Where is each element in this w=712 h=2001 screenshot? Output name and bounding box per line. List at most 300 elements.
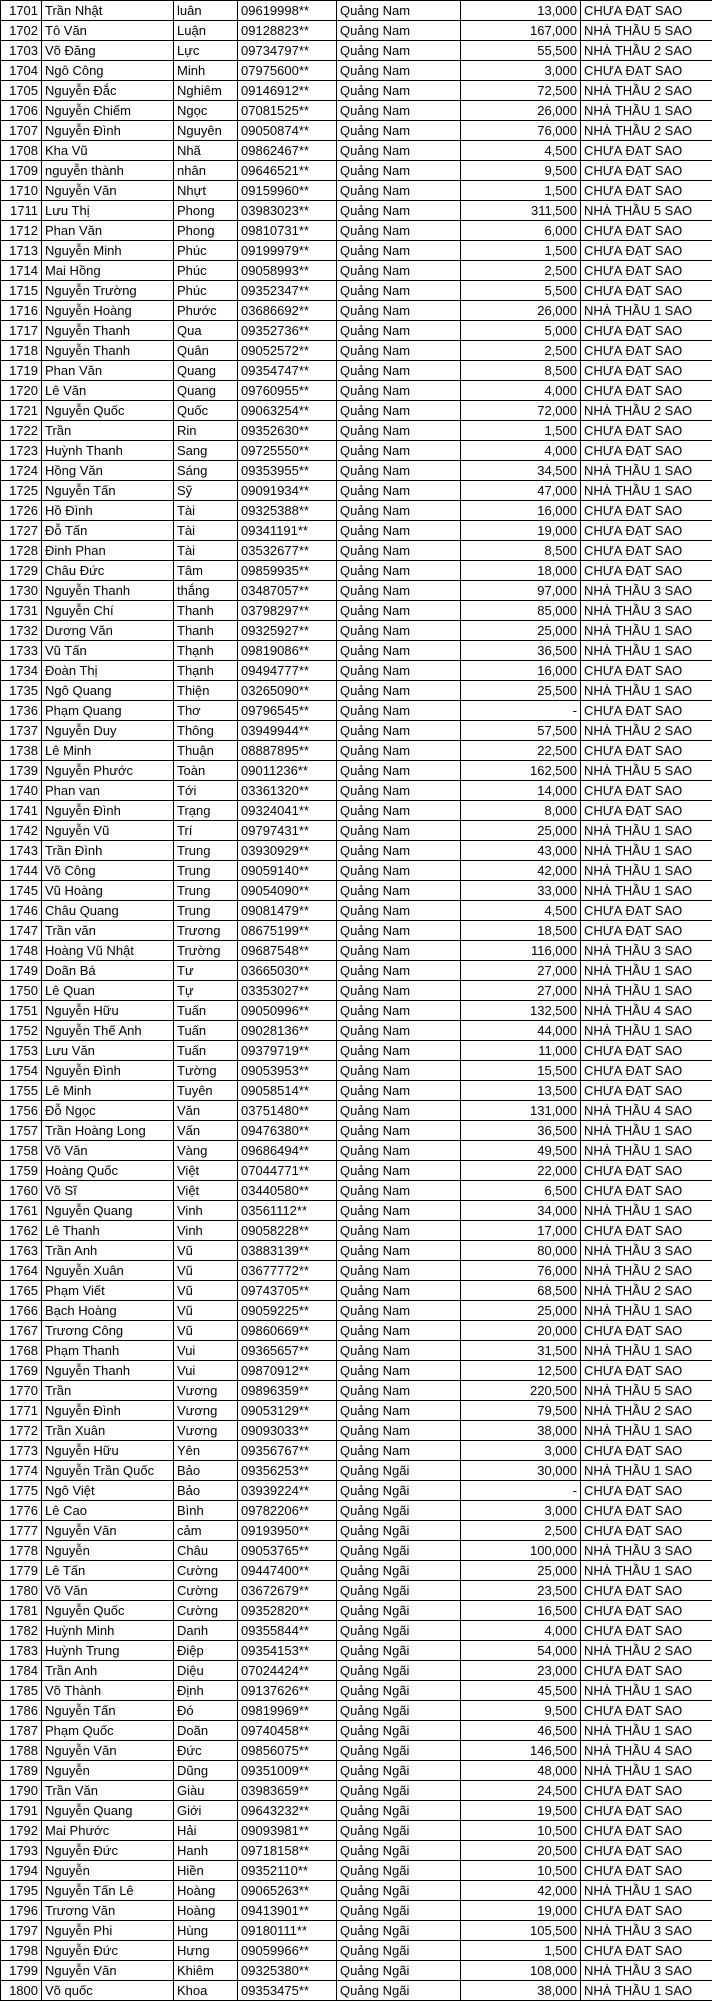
table-row bbox=[1, 1461, 712, 1481]
given-name-cell: Tuấn bbox=[174, 1021, 238, 1041]
table-row bbox=[1, 721, 712, 741]
table-row bbox=[1, 181, 712, 201]
phone-cell: 09050874** bbox=[238, 121, 337, 141]
surname-cell: Hồ Đình bbox=[42, 501, 174, 521]
province-cell: Quảng Nam bbox=[337, 1141, 461, 1161]
rank-cell: NHÀ THẦU 4 SAO bbox=[581, 1101, 712, 1121]
province-cell: Quảng Nam bbox=[337, 861, 461, 881]
surname-cell: Trần Anh bbox=[42, 1241, 174, 1261]
amount-cell: 20,000 bbox=[461, 1321, 581, 1341]
amount-cell: 36,500 bbox=[461, 641, 581, 661]
amount-cell: 43,000 bbox=[461, 841, 581, 861]
phone-cell: 09379719** bbox=[238, 1041, 337, 1061]
amount-cell: 38,000 bbox=[461, 1421, 581, 1441]
row-number: 1738 bbox=[1, 741, 42, 761]
province-cell: Quảng Ngãi bbox=[337, 1761, 461, 1781]
table-row bbox=[1, 861, 712, 881]
phone-cell: 09353955** bbox=[238, 461, 337, 481]
given-name-cell: Quốc bbox=[174, 401, 238, 421]
phone-cell: 09052572** bbox=[238, 341, 337, 361]
surname-cell: Hồng Văn bbox=[42, 461, 174, 481]
rank-cell: CHƯA ĐẠT SAO bbox=[581, 1861, 712, 1881]
given-name-cell: Phúc bbox=[174, 261, 238, 281]
amount-cell: 15,500 bbox=[461, 1061, 581, 1081]
province-cell: Quảng Nam bbox=[337, 941, 461, 961]
row-number: 1798 bbox=[1, 1941, 42, 1961]
surname-cell: Nguyễn Thế Anh bbox=[42, 1021, 174, 1041]
province-cell: Quảng Nam bbox=[337, 341, 461, 361]
rank-cell: NHÀ THẦU 2 SAO bbox=[581, 81, 712, 101]
table-row bbox=[1, 941, 712, 961]
phone-cell: 09760955** bbox=[238, 381, 337, 401]
surname-cell: Nguyễn Duy bbox=[42, 721, 174, 741]
phone-cell: 09354153** bbox=[238, 1641, 337, 1661]
rank-cell: CHƯA ĐẠT SAO bbox=[581, 381, 712, 401]
given-name-cell: Lực bbox=[174, 41, 238, 61]
row-number: 1742 bbox=[1, 821, 42, 841]
province-cell: Quảng Ngãi bbox=[337, 1721, 461, 1741]
row-number: 1729 bbox=[1, 561, 42, 581]
surname-cell: Nguyễn Tấn Lê bbox=[42, 1881, 174, 1901]
province-cell: Quảng Nam bbox=[337, 1341, 461, 1361]
given-name-cell: Thạnh bbox=[174, 661, 238, 681]
row-number: 1733 bbox=[1, 641, 42, 661]
given-name-cell: Luận bbox=[174, 21, 238, 41]
surname-cell: Hoàng Quốc bbox=[42, 1161, 174, 1181]
phone-cell: 09447400** bbox=[238, 1561, 337, 1581]
province-cell: Quảng Nam bbox=[337, 1241, 461, 1261]
phone-cell: 09356253** bbox=[238, 1461, 337, 1481]
amount-cell: 5,000 bbox=[461, 321, 581, 341]
given-name-cell: Cường bbox=[174, 1561, 238, 1581]
table-row bbox=[1, 921, 712, 941]
phone-cell: 09059225** bbox=[238, 1301, 337, 1321]
rank-cell: CHƯA ĐẠT SAO bbox=[581, 1081, 712, 1101]
surname-cell: Nguyễn Văn bbox=[42, 1741, 174, 1761]
amount-cell: 8,500 bbox=[461, 361, 581, 381]
table-row bbox=[1, 1741, 712, 1761]
row-number: 1728 bbox=[1, 541, 42, 561]
row-number: 1763 bbox=[1, 1241, 42, 1261]
row-number: 1708 bbox=[1, 141, 42, 161]
surname-cell: Tô Văn bbox=[42, 21, 174, 41]
given-name-cell: Hoàng bbox=[174, 1901, 238, 1921]
given-name-cell: Vàng bbox=[174, 1141, 238, 1161]
table-row bbox=[1, 1141, 712, 1161]
amount-cell: 24,500 bbox=[461, 1781, 581, 1801]
given-name-cell: Trường bbox=[174, 941, 238, 961]
phone-cell: 09782206** bbox=[238, 1501, 337, 1521]
amount-cell: 19,500 bbox=[461, 1801, 581, 1821]
table-row bbox=[1, 1181, 712, 1201]
table-row bbox=[1, 1261, 712, 1281]
given-name-cell: Nhựt bbox=[174, 181, 238, 201]
rank-cell: NHÀ THẦU 1 SAO bbox=[581, 1721, 712, 1741]
surname-cell: Nguyễn bbox=[42, 1541, 174, 1561]
amount-cell: 26,000 bbox=[461, 101, 581, 121]
province-cell: Quảng Nam bbox=[337, 1161, 461, 1181]
row-number: 1775 bbox=[1, 1481, 42, 1501]
rank-cell: CHƯA ĐẠT SAO bbox=[581, 781, 712, 801]
phone-cell: 09819086** bbox=[238, 641, 337, 661]
given-name-cell: Sáng bbox=[174, 461, 238, 481]
amount-cell: 17,000 bbox=[461, 1221, 581, 1241]
surname-cell: Nguyễn Đình bbox=[42, 801, 174, 821]
row-number: 1761 bbox=[1, 1201, 42, 1221]
phone-cell: 03883139** bbox=[238, 1241, 337, 1261]
given-name-cell: luân bbox=[174, 1, 238, 21]
amount-cell: 3,000 bbox=[461, 1501, 581, 1521]
amount-cell: 146,500 bbox=[461, 1741, 581, 1761]
row-number: 1741 bbox=[1, 801, 42, 821]
table-row bbox=[1, 161, 712, 181]
table-row bbox=[1, 1921, 712, 1941]
row-number: 1715 bbox=[1, 281, 42, 301]
amount-cell: 68,500 bbox=[461, 1281, 581, 1301]
given-name-cell: Vinh bbox=[174, 1201, 238, 1221]
rank-cell: CHƯA ĐẠT SAO bbox=[581, 1821, 712, 1841]
table-row bbox=[1, 681, 712, 701]
rank-cell: CHƯA ĐẠT SAO bbox=[581, 181, 712, 201]
amount-cell: 132,500 bbox=[461, 1001, 581, 1021]
province-cell: Quảng Nam bbox=[337, 1, 461, 21]
province-cell: Quảng Ngãi bbox=[337, 1961, 461, 1981]
row-number: 1784 bbox=[1, 1661, 42, 1681]
surname-cell: Mai Hồng bbox=[42, 261, 174, 281]
given-name-cell: Tới bbox=[174, 781, 238, 801]
given-name-cell: Bảo bbox=[174, 1461, 238, 1481]
table-row bbox=[1, 1001, 712, 1021]
row-number: 1752 bbox=[1, 1021, 42, 1041]
province-cell: Quảng Nam bbox=[337, 1181, 461, 1201]
row-number: 1744 bbox=[1, 861, 42, 881]
rank-cell: NHÀ THẦU 5 SAO bbox=[581, 201, 712, 221]
phone-cell: 09028136** bbox=[238, 1021, 337, 1041]
amount-cell: 22,500 bbox=[461, 741, 581, 761]
given-name-cell: Đó bbox=[174, 1701, 238, 1721]
table-row bbox=[1, 201, 712, 221]
rank-cell: NHÀ THẦU 1 SAO bbox=[581, 1561, 712, 1581]
row-number: 1769 bbox=[1, 1361, 42, 1381]
amount-cell: 4,500 bbox=[461, 901, 581, 921]
table-row bbox=[1, 881, 712, 901]
rank-cell: CHƯA ĐẠT SAO bbox=[581, 521, 712, 541]
amount-cell: 108,000 bbox=[461, 1961, 581, 1981]
province-cell: Quảng Nam bbox=[337, 461, 461, 481]
surname-cell: Huỳnh Thanh bbox=[42, 441, 174, 461]
given-name-cell: Doãn bbox=[174, 1721, 238, 1741]
table-row bbox=[1, 1281, 712, 1301]
row-number: 1764 bbox=[1, 1261, 42, 1281]
surname-cell: Nguyễn Đức bbox=[42, 1841, 174, 1861]
province-cell: Quảng Nam bbox=[337, 1201, 461, 1221]
table-row bbox=[1, 381, 712, 401]
table-row bbox=[1, 361, 712, 381]
amount-cell: 100,000 bbox=[461, 1541, 581, 1561]
surname-cell: Nguyễn Thanh bbox=[42, 341, 174, 361]
table-row bbox=[1, 1341, 712, 1361]
row-number: 1748 bbox=[1, 941, 42, 961]
province-cell: Quảng Nam bbox=[337, 1221, 461, 1241]
rank-cell: NHÀ THẦU 3 SAO bbox=[581, 601, 712, 621]
table-row bbox=[1, 1221, 712, 1241]
table-row bbox=[1, 221, 712, 241]
province-cell: Quảng Nam bbox=[337, 1421, 461, 1441]
province-cell: Quảng Ngãi bbox=[337, 1621, 461, 1641]
row-number: 1795 bbox=[1, 1881, 42, 1901]
row-number: 1786 bbox=[1, 1701, 42, 1721]
rank-cell: CHƯA ĐẠT SAO bbox=[581, 1181, 712, 1201]
row-number: 1755 bbox=[1, 1081, 42, 1101]
phone-cell: 09351009** bbox=[238, 1761, 337, 1781]
rank-cell: NHÀ THẦU 3 SAO bbox=[581, 941, 712, 961]
province-cell: Quảng Nam bbox=[337, 961, 461, 981]
province-cell: Quảng Ngãi bbox=[337, 1541, 461, 1561]
table-row bbox=[1, 61, 712, 81]
surname-cell: Lưu Thị bbox=[42, 201, 174, 221]
table-row bbox=[1, 661, 712, 681]
surname-cell: Nguyễn Thanh bbox=[42, 321, 174, 341]
surname-cell: Nguyễn Chiếm bbox=[42, 101, 174, 121]
surname-cell: Trần Hoàng Long bbox=[42, 1121, 174, 1141]
surname-cell: Nguyễn Quốc bbox=[42, 401, 174, 421]
table-row bbox=[1, 801, 712, 821]
row-number: 1718 bbox=[1, 341, 42, 361]
table-row bbox=[1, 41, 712, 61]
row-number: 1759 bbox=[1, 1161, 42, 1181]
province-cell: Quảng Ngãi bbox=[337, 1481, 461, 1501]
surname-cell: Võ quốc bbox=[42, 1981, 174, 2001]
row-number: 1724 bbox=[1, 461, 42, 481]
rank-cell: CHƯA ĐẠT SAO bbox=[581, 241, 712, 261]
phone-cell: 09352630** bbox=[238, 421, 337, 441]
province-cell: Quảng Ngãi bbox=[337, 1561, 461, 1581]
table-row bbox=[1, 1321, 712, 1341]
surname-cell: Trần bbox=[42, 421, 174, 441]
table-row bbox=[1, 1421, 712, 1441]
table-row bbox=[1, 1981, 712, 2001]
row-number: 1768 bbox=[1, 1341, 42, 1361]
phone-cell: 09059140** bbox=[238, 861, 337, 881]
surname-cell: Lê Văn bbox=[42, 381, 174, 401]
rank-cell: CHƯA ĐẠT SAO bbox=[581, 161, 712, 181]
phone-cell: 09059966** bbox=[238, 1941, 337, 1961]
given-name-cell: Điệp bbox=[174, 1641, 238, 1661]
amount-cell: 72,000 bbox=[461, 401, 581, 421]
phone-cell: 09740458** bbox=[238, 1721, 337, 1741]
province-cell: Quảng Nam bbox=[337, 641, 461, 661]
row-number: 1758 bbox=[1, 1141, 42, 1161]
surname-cell: Phạm Thanh bbox=[42, 1341, 174, 1361]
surname-cell: Võ Văn bbox=[42, 1141, 174, 1161]
phone-cell: 08887895** bbox=[238, 741, 337, 761]
rank-cell: NHÀ THẦU 1 SAO bbox=[581, 1421, 712, 1441]
rank-cell: CHƯA ĐẠT SAO bbox=[581, 1521, 712, 1541]
amount-cell: 44,000 bbox=[461, 1021, 581, 1041]
phone-cell: 09646521** bbox=[238, 161, 337, 181]
table-row bbox=[1, 1201, 712, 1221]
row-number: 1753 bbox=[1, 1041, 42, 1061]
surname-cell: nguyễn thành bbox=[42, 161, 174, 181]
province-cell: Quảng Ngãi bbox=[337, 1601, 461, 1621]
table-row bbox=[1, 1641, 712, 1661]
table-row bbox=[1, 521, 712, 541]
amount-cell: 34,500 bbox=[461, 461, 581, 481]
rank-cell: NHÀ THẦU 1 SAO bbox=[581, 961, 712, 981]
phone-cell: 09896359** bbox=[238, 1381, 337, 1401]
province-cell: Quảng Ngãi bbox=[337, 1741, 461, 1761]
given-name-cell: Nguyên bbox=[174, 121, 238, 141]
province-cell: Quảng Nam bbox=[337, 661, 461, 681]
rank-cell: CHƯA ĐẠT SAO bbox=[581, 1621, 712, 1641]
amount-cell: 48,000 bbox=[461, 1761, 581, 1781]
phone-cell: 09356767** bbox=[238, 1441, 337, 1461]
table-row bbox=[1, 401, 712, 421]
surname-cell: Lưu Văn bbox=[42, 1041, 174, 1061]
rank-cell: CHƯA ĐẠT SAO bbox=[581, 1481, 712, 1501]
table-row bbox=[1, 1541, 712, 1561]
given-name-cell: Vương bbox=[174, 1381, 238, 1401]
phone-cell: 03561112** bbox=[238, 1201, 337, 1221]
row-number: 1777 bbox=[1, 1521, 42, 1541]
amount-cell: 49,500 bbox=[461, 1141, 581, 1161]
phone-cell: 09860669** bbox=[238, 1321, 337, 1341]
amount-cell: 2,500 bbox=[461, 261, 581, 281]
amount-cell: 4,500 bbox=[461, 141, 581, 161]
phone-cell: 09325927** bbox=[238, 621, 337, 641]
province-cell: Quảng Ngãi bbox=[337, 1861, 461, 1881]
province-cell: Quảng Nam bbox=[337, 301, 461, 321]
rank-cell: NHÀ THẦU 5 SAO bbox=[581, 1381, 712, 1401]
row-number: 1745 bbox=[1, 881, 42, 901]
table-row bbox=[1, 1601, 712, 1621]
surname-cell: Đinh Phan bbox=[42, 541, 174, 561]
phone-cell: 09324041** bbox=[238, 801, 337, 821]
amount-cell: 1,500 bbox=[461, 1941, 581, 1961]
row-number: 1797 bbox=[1, 1921, 42, 1941]
amount-cell: 45,500 bbox=[461, 1681, 581, 1701]
province-cell: Quảng Nam bbox=[337, 841, 461, 861]
phone-cell: 09053129** bbox=[238, 1401, 337, 1421]
row-number: 1740 bbox=[1, 781, 42, 801]
given-name-cell: Thanh bbox=[174, 601, 238, 621]
row-number: 1800 bbox=[1, 1981, 42, 2001]
rank-cell: CHƯA ĐẠT SAO bbox=[581, 261, 712, 281]
table-row bbox=[1, 1081, 712, 1101]
phone-cell: 09686494** bbox=[238, 1141, 337, 1161]
amount-cell: 13,000 bbox=[461, 1, 581, 21]
amount-cell: 162,500 bbox=[461, 761, 581, 781]
row-number: 1701 bbox=[1, 1, 42, 21]
amount-cell: 54,000 bbox=[461, 1641, 581, 1661]
row-number: 1782 bbox=[1, 1621, 42, 1641]
row-number: 1739 bbox=[1, 761, 42, 781]
province-cell: Quảng Nam bbox=[337, 581, 461, 601]
given-name-cell: Vũ bbox=[174, 1321, 238, 1341]
amount-cell: 13,500 bbox=[461, 1081, 581, 1101]
given-name-cell: Cường bbox=[174, 1581, 238, 1601]
amount-cell: 57,500 bbox=[461, 721, 581, 741]
row-number: 1774 bbox=[1, 1461, 42, 1481]
surname-cell: Huỳnh Trung bbox=[42, 1641, 174, 1661]
phone-cell: 03353027** bbox=[238, 981, 337, 1001]
phone-cell: 03677772** bbox=[238, 1261, 337, 1281]
row-number: 1737 bbox=[1, 721, 42, 741]
amount-cell: 46,500 bbox=[461, 1721, 581, 1741]
row-number: 1713 bbox=[1, 241, 42, 261]
row-number: 1721 bbox=[1, 401, 42, 421]
table-row bbox=[1, 1961, 712, 1981]
given-name-cell: Văn bbox=[174, 1101, 238, 1121]
table-row bbox=[1, 1581, 712, 1601]
row-number: 1727 bbox=[1, 521, 42, 541]
province-cell: Quảng Nam bbox=[337, 421, 461, 441]
province-cell: Quảng Nam bbox=[337, 1261, 461, 1281]
row-number: 1710 bbox=[1, 181, 42, 201]
table-row bbox=[1, 1721, 712, 1741]
rank-cell: CHƯA ĐẠT SAO bbox=[581, 501, 712, 521]
rank-cell: NHÀ THẦU 3 SAO bbox=[581, 581, 712, 601]
rank-cell: NHÀ THẦU 2 SAO bbox=[581, 1641, 712, 1661]
rank-cell: NHÀ THẦU 5 SAO bbox=[581, 21, 712, 41]
amount-cell: 26,000 bbox=[461, 301, 581, 321]
surname-cell: Trần Nhật bbox=[42, 1, 174, 21]
phone-cell: 07044771** bbox=[238, 1161, 337, 1181]
province-cell: Quảng Ngãi bbox=[337, 1661, 461, 1681]
province-cell: Quảng Nam bbox=[337, 881, 461, 901]
rank-cell: NHÀ THẦU 3 SAO bbox=[581, 1961, 712, 1981]
amount-cell: 8,500 bbox=[461, 541, 581, 561]
table-row bbox=[1, 421, 712, 441]
given-name-cell: Tuấn bbox=[174, 1001, 238, 1021]
row-number: 1780 bbox=[1, 1581, 42, 1601]
given-name-cell: Tuyên bbox=[174, 1081, 238, 1101]
given-name-cell: Quang bbox=[174, 381, 238, 401]
surname-cell: Trương Văn bbox=[42, 1901, 174, 1921]
rank-cell: NHÀ THẦU 1 SAO bbox=[581, 1301, 712, 1321]
phone-cell: 09058514** bbox=[238, 1081, 337, 1101]
given-name-cell: Tài bbox=[174, 521, 238, 541]
province-cell: Quảng Nam bbox=[337, 1401, 461, 1421]
province-cell: Quảng Ngãi bbox=[337, 1821, 461, 1841]
province-cell: Quảng Ngãi bbox=[337, 1981, 461, 2001]
phone-cell: 03983659** bbox=[238, 1781, 337, 1801]
table-row bbox=[1, 601, 712, 621]
row-number: 1771 bbox=[1, 1401, 42, 1421]
amount-cell: 10,500 bbox=[461, 1861, 581, 1881]
row-number: 1788 bbox=[1, 1741, 42, 1761]
given-name-cell: Hùng bbox=[174, 1921, 238, 1941]
row-number: 1732 bbox=[1, 621, 42, 641]
surname-cell: Võ Văn bbox=[42, 1581, 174, 1601]
rank-cell: CHƯA ĐẠT SAO bbox=[581, 1601, 712, 1621]
province-cell: Quảng Nam bbox=[337, 141, 461, 161]
province-cell: Quảng Nam bbox=[337, 1281, 461, 1301]
province-cell: Quảng Ngãi bbox=[337, 1881, 461, 1901]
phone-cell: 09093981** bbox=[238, 1821, 337, 1841]
amount-cell: 8,000 bbox=[461, 801, 581, 821]
surname-cell: Nguyễn bbox=[42, 1761, 174, 1781]
phone-cell: 09718158** bbox=[238, 1841, 337, 1861]
surname-cell: Nguyễn Đức bbox=[42, 1941, 174, 1961]
rank-cell: NHÀ THẦU 1 SAO bbox=[581, 681, 712, 701]
amount-cell: 23,500 bbox=[461, 1581, 581, 1601]
province-cell: Quảng Nam bbox=[337, 1041, 461, 1061]
surname-cell: Huỳnh Minh bbox=[42, 1621, 174, 1641]
row-number: 1709 bbox=[1, 161, 42, 181]
province-cell: Quảng Nam bbox=[337, 381, 461, 401]
amount-cell: 34,000 bbox=[461, 1201, 581, 1221]
